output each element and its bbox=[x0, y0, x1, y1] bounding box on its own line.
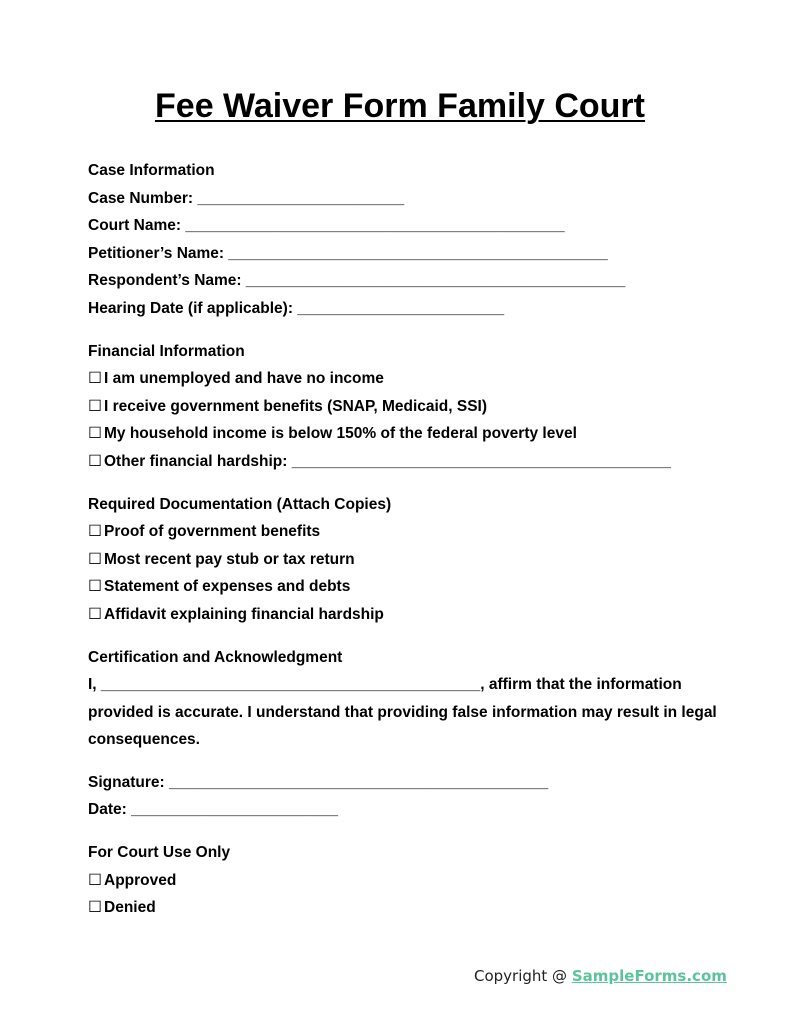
checkbox-option bbox=[88, 448, 718, 476]
checkbox-icon: ☐ bbox=[88, 425, 102, 443]
checkbox-option bbox=[88, 420, 718, 448]
checkbox-option bbox=[88, 573, 718, 601]
case-information-section bbox=[88, 157, 718, 323]
section-heading-court-use: For Court Use Only bbox=[88, 844, 231, 862]
checkbox-option bbox=[88, 867, 718, 895]
hearing-date-field: Hearing Date (if applicable): ________________________ bbox=[88, 299, 505, 317]
checkbox-icon: ☐ bbox=[88, 523, 102, 541]
section-heading-case-information: Case Information bbox=[88, 162, 215, 179]
option-unemployed: I am unemployed and have no income bbox=[104, 370, 384, 388]
doc-expenses: Statement of expenses and debts bbox=[104, 578, 351, 596]
checkbox-icon: ☐ bbox=[88, 370, 102, 388]
date-field: Date: ________________________ bbox=[88, 801, 338, 819]
option-income-below-poverty: My household income is below 150% of the federal poverty level bbox=[104, 425, 577, 443]
checkbox-icon: ☐ bbox=[88, 899, 102, 917]
option-denied: Denied bbox=[104, 899, 156, 917]
checkbox-option bbox=[88, 894, 718, 922]
documentation-section bbox=[88, 491, 718, 629]
doc-pay-stub: Most recent pay stub or tax return bbox=[104, 550, 355, 568]
court-use-section bbox=[88, 839, 718, 922]
respondent-name-field: Respondent’s Name: ____________________________________________ bbox=[88, 272, 626, 290]
signature-field: Signature: ____________________________________________ bbox=[88, 773, 549, 791]
certification-section bbox=[88, 644, 718, 754]
checkbox-icon: ☐ bbox=[88, 605, 102, 623]
doc-proof-benefits: Proof of government benefits bbox=[104, 523, 321, 541]
option-government-benefits: I receive government benefits (SNAP, Medicaid, SSI) bbox=[104, 397, 488, 415]
case-number-field: Case Number: ________________________ bbox=[88, 189, 405, 207]
checkbox-option bbox=[88, 518, 718, 546]
copyright-footer bbox=[474, 965, 727, 987]
signature-section bbox=[88, 769, 718, 824]
option-approved: Approved bbox=[104, 871, 177, 889]
option-other-hardship: Other financial hardship: ____________________________________________ bbox=[104, 452, 672, 470]
checkbox-icon: ☐ bbox=[88, 871, 102, 889]
checkbox-icon: ☐ bbox=[88, 550, 102, 568]
section-heading-certification: Certification and Acknowledgment bbox=[88, 648, 343, 666]
checkbox-option bbox=[88, 601, 718, 629]
checkbox-icon: ☐ bbox=[88, 578, 102, 596]
checkbox-icon: ☐ bbox=[88, 452, 102, 470]
doc-affidavit: Affidavit explaining financial hardship bbox=[104, 605, 384, 623]
checkbox-option bbox=[88, 393, 718, 421]
checkbox-option bbox=[88, 546, 718, 574]
checkbox-option bbox=[88, 365, 718, 393]
court-name-field: Court Name: ____________________________________________ bbox=[88, 217, 565, 235]
form-title: Fee Waiver Form Family Court bbox=[155, 87, 645, 125]
certification-text: I, ____________________________________________, affirm that the information provided is accurate. I understand that providing false information may result in legal consequences. bbox=[88, 676, 717, 749]
form-body bbox=[88, 157, 718, 937]
petitioner-name-field: Petitioner’s Name: ____________________________________________ bbox=[88, 244, 608, 262]
section-heading-financial-information: Financial Information bbox=[88, 342, 245, 360]
sampleforms-link[interactable]: SampleForms.com bbox=[571, 967, 727, 985]
checkbox-icon: ☐ bbox=[88, 397, 102, 415]
copyright-prefix: Copyright @ bbox=[474, 967, 572, 985]
section-heading-documentation: Required Documentation (Attach Copies) bbox=[88, 495, 392, 513]
financial-information-section bbox=[88, 338, 718, 476]
